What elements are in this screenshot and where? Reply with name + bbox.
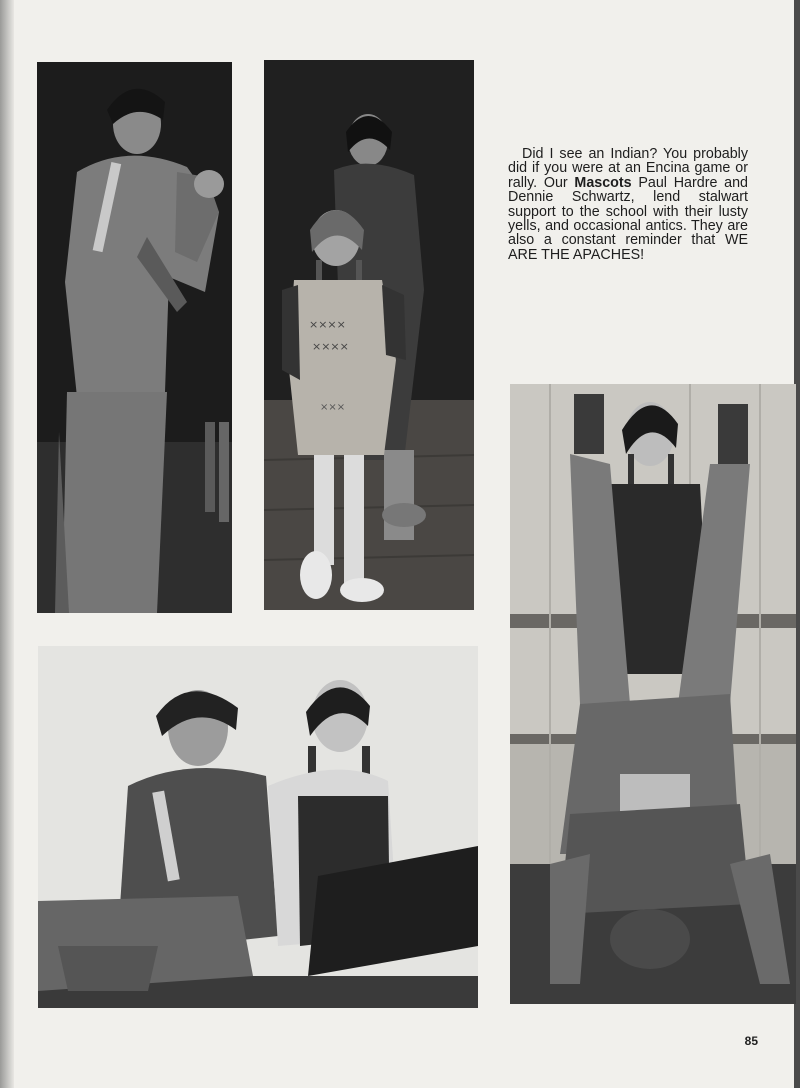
svg-text:××××: ××××	[312, 340, 349, 353]
photo-mascots-sitting	[38, 646, 478, 1008]
caption-rest: Paul Hardre and Dennie Schwartz, lend stalwart support to the school with their lusty yells, and occasional antics. They are also a constant reminder that WE ARE THE APACHES!	[508, 174, 748, 263]
photo-girl-in-costume	[264, 60, 474, 610]
photo-mascot-handstand	[510, 384, 796, 1004]
svg-text:××××: ××××	[309, 318, 346, 331]
page-number: 85	[744, 1034, 758, 1048]
svg-text:×××: ×××	[320, 402, 346, 413]
mascot-caption	[508, 147, 748, 262]
photo-mascot-dancing	[37, 62, 232, 613]
caption-highlight: Mascots	[574, 174, 632, 191]
binding-shadow	[0, 0, 14, 1088]
caption-lead: Did I see an Indian? You probably did if you were at an Encina game or rally. Our	[508, 146, 748, 191]
